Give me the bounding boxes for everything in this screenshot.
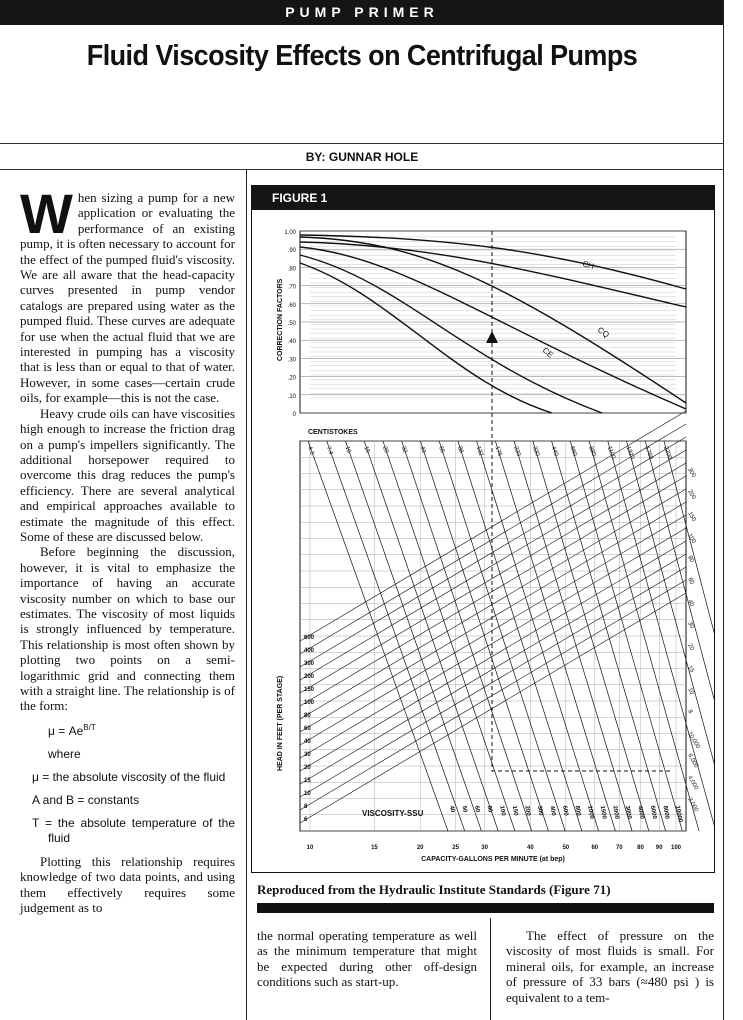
- cf-tick-label: .30: [287, 357, 296, 364]
- cst-tick-label: 7.4: [324, 445, 334, 456]
- right-tick-label: 300: [686, 467, 697, 479]
- ssu-tick-label: 800: [573, 805, 582, 817]
- gpm-tick-label: 25: [452, 845, 459, 851]
- gpm-tick-label: 70: [615, 845, 623, 851]
- drop-cap: W: [20, 182, 73, 245]
- right-tick-label: 2,000: [686, 797, 699, 814]
- head-line: [300, 450, 686, 680]
- y-axis-label-head: HEAD IN FEET (PER STAGE): [277, 675, 284, 771]
- column-3-text: The effect of pressure on the viscosity of most fluids is small. For mineral oils, for example, an increase of pressure of 33 bars (≈480 psi ) is equivalent to a tem-: [506, 928, 714, 1005]
- head-line: [300, 502, 686, 732]
- centistokes-label: CENTISTOKES: [308, 429, 358, 436]
- ssu-tick-label: 300: [535, 805, 544, 817]
- gpm-tick-label: 100: [670, 845, 682, 851]
- cst-tick-label: 440: [549, 445, 559, 458]
- gpm-tick-label: 80: [637, 845, 644, 851]
- gpm-tick-label: 30: [481, 845, 488, 851]
- chart-labels: [277, 230, 701, 863]
- cst-tick-label: 176: [493, 445, 503, 458]
- cf-tick-label: .60: [287, 302, 296, 309]
- title-rule: [0, 143, 724, 144]
- head-line: [300, 424, 686, 654]
- cf-tick-label: .20: [287, 375, 296, 382]
- head-line: [300, 580, 686, 810]
- figure-label: FIGURE 1: [272, 191, 328, 205]
- cst-tick-label: 132: [474, 445, 484, 458]
- cst-tick-label: 2200: [662, 445, 673, 461]
- correction-curve: [300, 247, 686, 409]
- ssu-tick-label: 1500: [598, 805, 607, 820]
- correction-curve: [300, 255, 602, 413]
- ssu-tick-label: 150: [510, 805, 519, 817]
- cst-tick-label: 4.3: [306, 445, 315, 456]
- cf-tick-label: 0: [292, 412, 296, 418]
- paragraph-3: Before beginning the discussion, however, it is vital to emphasize the importance of having an accurate viscosity number on which to base our estimates. The viscosity of most liquids is strongly influenced by temperature. This relationship is most often shown by plotting two points on a semi-logarithmic grid and connecting them with a straight line. The relationship is of the form:: [20, 544, 235, 714]
- cf-tick-label: .80: [287, 266, 296, 273]
- equation-base: μ = Ae: [48, 723, 84, 738]
- head-line: [300, 437, 686, 667]
- x-axis-label: CAPACITY-GALLONS PER MINUTE (at bep): [421, 856, 565, 863]
- head-tick-label: 10: [304, 791, 311, 797]
- section-name: PUMP PRIMER: [285, 4, 439, 20]
- head-tick-label: 80: [304, 713, 311, 719]
- right-tick-label: 40: [686, 599, 695, 608]
- head-line: [300, 489, 686, 719]
- correction-curve: [300, 235, 686, 289]
- example-path: [492, 231, 672, 771]
- ssu-tick-label: 400: [548, 805, 557, 817]
- curve-label-cq: CQ: [595, 325, 611, 340]
- right-tick-label: 20: [686, 643, 695, 652]
- column-divider-2: [490, 918, 491, 1020]
- ssu-tick-label: 600: [561, 805, 569, 817]
- caption-bar: [257, 903, 714, 913]
- head-tick-label: 400: [304, 648, 315, 654]
- cf-tick-label: .90: [287, 248, 296, 255]
- head-tick-label: 150: [304, 687, 315, 693]
- chart-lines: [300, 231, 714, 831]
- cst-tick-label: 88: [456, 445, 464, 454]
- cst-tick-label: 65: [437, 445, 446, 454]
- cf-tick-label: .50: [287, 321, 296, 327]
- curve-label-ch: CH: [581, 259, 595, 271]
- gpm-tick-label: 60: [591, 845, 599, 851]
- equation-exponent: B/T: [83, 722, 96, 732]
- article-title: Fluid Viscosity Effects on Centrifugal Pumps: [86, 40, 638, 72]
- right-tick-label: 15: [686, 665, 695, 674]
- byline: BY: GUNNAR HOLE: [305, 150, 419, 164]
- cf-tick-label: .40: [287, 339, 296, 346]
- right-tick-label: 100: [686, 533, 697, 545]
- head-tick-label: 300: [304, 661, 315, 667]
- cst-tick-label: 10: [343, 445, 352, 454]
- gpm-tick-label: 50: [562, 845, 570, 851]
- definition-t: T = the absolute temperature of the fluid: [32, 815, 235, 845]
- right-tick-label: 30: [686, 621, 695, 630]
- y-axis-label-correction: CORRECTION FACTORS: [277, 278, 284, 361]
- cst-tick-label: 15: [362, 445, 371, 454]
- cst-tick-label: 330: [530, 445, 541, 458]
- head-tick-label: 20: [304, 765, 311, 771]
- right-tick-label: 6,000: [686, 753, 699, 770]
- cst-tick-label: 43: [418, 445, 427, 454]
- where-label: where: [48, 746, 81, 761]
- head-tick-label: 8: [304, 804, 308, 810]
- ssu-tick-label: 1000: [586, 805, 595, 820]
- chart-grid: [300, 231, 686, 831]
- cst-tick-label: 880: [587, 445, 597, 458]
- viscosity-correction-chart: [252, 211, 714, 871]
- cf-tick-label: 1.00: [284, 230, 296, 236]
- gpm-tick-label: 20: [416, 845, 424, 851]
- head-line: [300, 515, 686, 745]
- ssu-tick-label: 100: [498, 805, 506, 817]
- head-line: [300, 567, 686, 797]
- ssu-tick-label: 10000: [674, 805, 683, 823]
- ssu-tick-label: 50: [460, 805, 468, 813]
- cf-tick-label: .10: [287, 393, 296, 400]
- ssu-tick-label: 80: [485, 805, 493, 813]
- head-line: [300, 476, 686, 706]
- right-tick-label: 80: [686, 555, 695, 564]
- ssu-tick-label: 6000: [648, 805, 658, 820]
- column-divider-1: [246, 170, 247, 1020]
- head-tick-label: 6: [304, 817, 308, 823]
- gpm-tick-label: 40: [527, 845, 534, 851]
- column-2-text: the normal operating temperature as well as the minimum temperature that might be expected during other off-design conditions such as start-up.: [257, 928, 477, 990]
- correction-curve: [300, 242, 686, 307]
- right-tick-label: 8: [686, 709, 694, 715]
- right-tick-label: 60: [686, 577, 695, 586]
- paragraph-1: [20, 182, 235, 406]
- paragraph-2: Heavy crude oils can have viscosities high enough to increase the friction drag on a pump's impellers significantly. The additional horsepower required to overcome this drag reduces the pump's efficiency. There are several analytical and empirical approaches available to estimate the magnitude of this effect. Some of these are discussed below.: [20, 405, 235, 544]
- cst-tick-label: 1760: [643, 445, 654, 461]
- example-arrow: [486, 331, 498, 343]
- equation: [48, 720, 235, 739]
- head-line: [300, 541, 686, 771]
- right-tick-label: 150: [686, 511, 697, 523]
- section-banner: [0, 0, 724, 25]
- gpm-tick-label: 10: [306, 845, 314, 851]
- cf-tick-label: .70: [287, 284, 296, 291]
- right-tick-label: 4,000: [686, 775, 699, 792]
- equation-block: [20, 720, 235, 846]
- byline-rule: [0, 169, 724, 170]
- cst-tick-label: 1320: [624, 445, 635, 461]
- head-tick-label: 40: [304, 739, 311, 745]
- curve-label-ce: CE: [540, 345, 556, 360]
- head-line: [300, 463, 686, 693]
- cst-tick-label: 1100: [605, 445, 616, 460]
- right-tick-label: 200: [686, 489, 697, 501]
- cst-tick-label: 660: [568, 445, 578, 458]
- head-tick-label: 100: [304, 700, 315, 706]
- head-line: [300, 593, 686, 823]
- head-tick-label: 200: [304, 674, 315, 680]
- head-tick-label: 15: [304, 778, 311, 784]
- ssu-tick-label: 4000: [636, 805, 645, 820]
- ssu-tick-label: 3000: [623, 805, 633, 820]
- head-line: [300, 554, 686, 784]
- right-tick-label: 10: [686, 687, 695, 696]
- ssu-tick-label: 2000: [611, 805, 620, 820]
- cst-tick-label: 220: [512, 445, 522, 458]
- head-tick-label: 30: [304, 752, 311, 758]
- paragraph-1-text: hen sizing a pump for a new application or evaluating the performance of an existing pump, it is often necessary to account for the effect of the pumped fluid's viscosity. We are all aware that the head-capacity curves presented in pump vendor catalogs are prepared using water as the pumped fluid. These curves are adequate for use when the actual fluid that we are interested in pumping has a viscosity that is less than or equal to that of water. However, in some cases—certain crude oils, for example—this is not the case.: [20, 190, 235, 406]
- ssu-tick-label: 200: [523, 805, 532, 817]
- paragraph-4: Plotting this relationship requires knowledge of two data points, and using them effectively requires some judgement as to: [20, 853, 235, 916]
- article-column-3: [506, 928, 714, 1005]
- cst-tick-label: 32: [399, 445, 408, 454]
- article-column-1: [20, 182, 235, 916]
- ssu-tick-label: 8000: [661, 805, 670, 820]
- head-tick-label: 60: [304, 726, 311, 732]
- definition-mu: μ = the absolute viscosity of the fluid: [32, 769, 226, 784]
- ssu-tick-label: 60: [473, 805, 481, 813]
- cst-tick-label: 20: [381, 445, 389, 454]
- figure-1: [251, 185, 715, 873]
- gpm-tick-label: 90: [655, 845, 663, 851]
- viscosity-ssu-label: VISCOSITY-SSU: [362, 809, 424, 818]
- head-tick-label: 600: [304, 635, 315, 641]
- definition-ab: A and B = constants: [32, 792, 140, 807]
- gpm-tick-label: 15: [371, 845, 378, 851]
- ssu-tick-label: 40: [448, 805, 456, 813]
- right-tick-label: 10,000: [686, 731, 701, 750]
- figure-caption: Reproduced from the Hydraulic Institute Standards (Figure 71): [257, 882, 611, 897]
- figure-header: [252, 186, 714, 210]
- article-column-2: [257, 928, 477, 990]
